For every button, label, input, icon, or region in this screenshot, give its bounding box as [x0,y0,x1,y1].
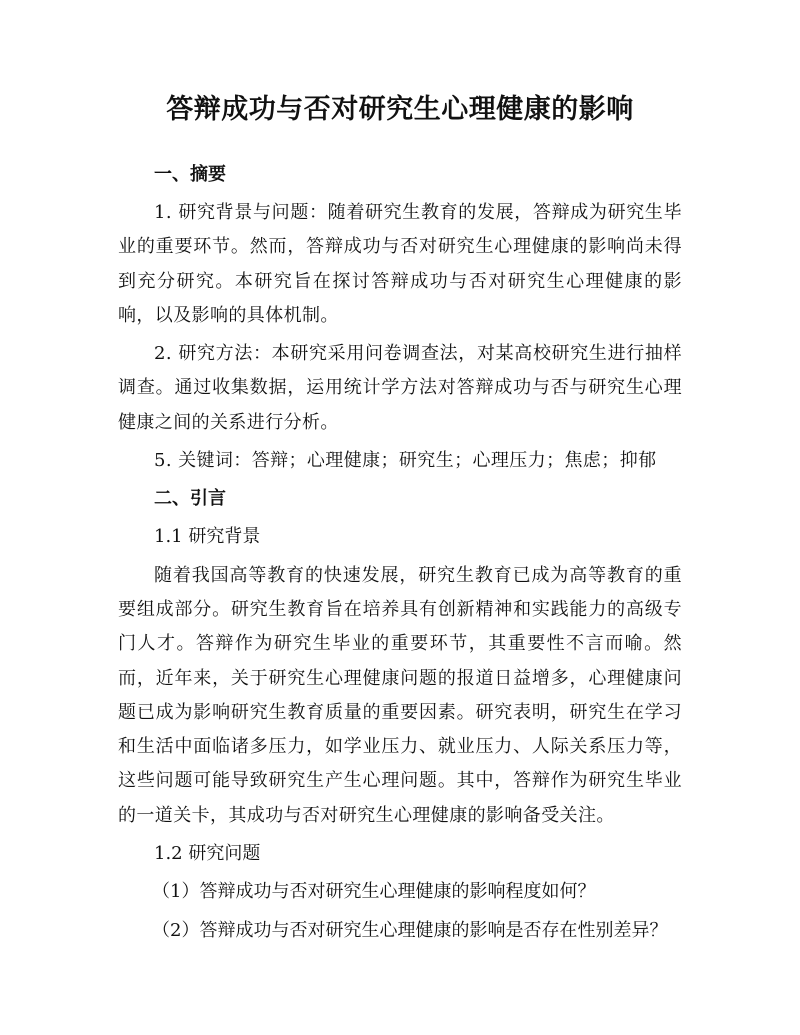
research-question-2: （2）答辩成功与否对研究生心理健康的影响是否存在性别差异？ [152,919,668,941]
introduction-paragraph-background: 随着我国高等教育的快速发展，研究生教育已成为高等教育的重要组成部分。研究生教育旨在培养具有创新精神和实践能力的高级专门人才。答辩作为研究生毕业的重要环节，其重要性不言而喻。然而，近年来，关于研究生心理健康问题的报道日益增多，心理健康问题已成为影响研究生教育质量的重要因素。研究表明，研究生在学习和生活中面临诸多压力，如学业压力、就业压力、人际关系压力等，这些问题可能导致研究生产生心理问题。其中，答辩作为研究生毕业的一道关卡，其成功与否对研究生心理健康的影响备受关注。 [118,564,682,826]
abstract-paragraph-method: 2. 研究方法：本研究采用问卷调查法，对某高校研究生进行抽样调查。通过收集数据，运用统计学方法对答辩成功与否与研究生心理健康之间的关系进行分析。 [118,343,682,433]
abstract-paragraph-background: 1. 研究背景与问题：随着研究生教育的发展，答辩成为研究生毕业的重要环节。然而，答辩成功与否对研究生心理健康的影响尚未得到充分研究。本研究旨在探讨答辩成功与否对研究生心理健康的影响，以及影响的具体机制。 [118,202,682,326]
section-heading-introduction: 二、引言 [154,488,226,510]
abstract-paragraph-keywords: 5. 关键词：答辩；心理健康；研究生；心理压力；焦虑；抑郁 [154,450,657,472]
research-question-1: （1）答辩成功与否对研究生心理健康的影响程度如何？ [152,881,596,903]
subsection-heading-background: 1.1 研究背景 [154,526,261,548]
section-heading-abstract: 一、摘要 [154,164,226,185]
subsection-heading-questions: 1.2 研究问题 [154,843,261,865]
document-title: 答辩成功与否对研究生心理健康的影响 [166,94,634,125]
